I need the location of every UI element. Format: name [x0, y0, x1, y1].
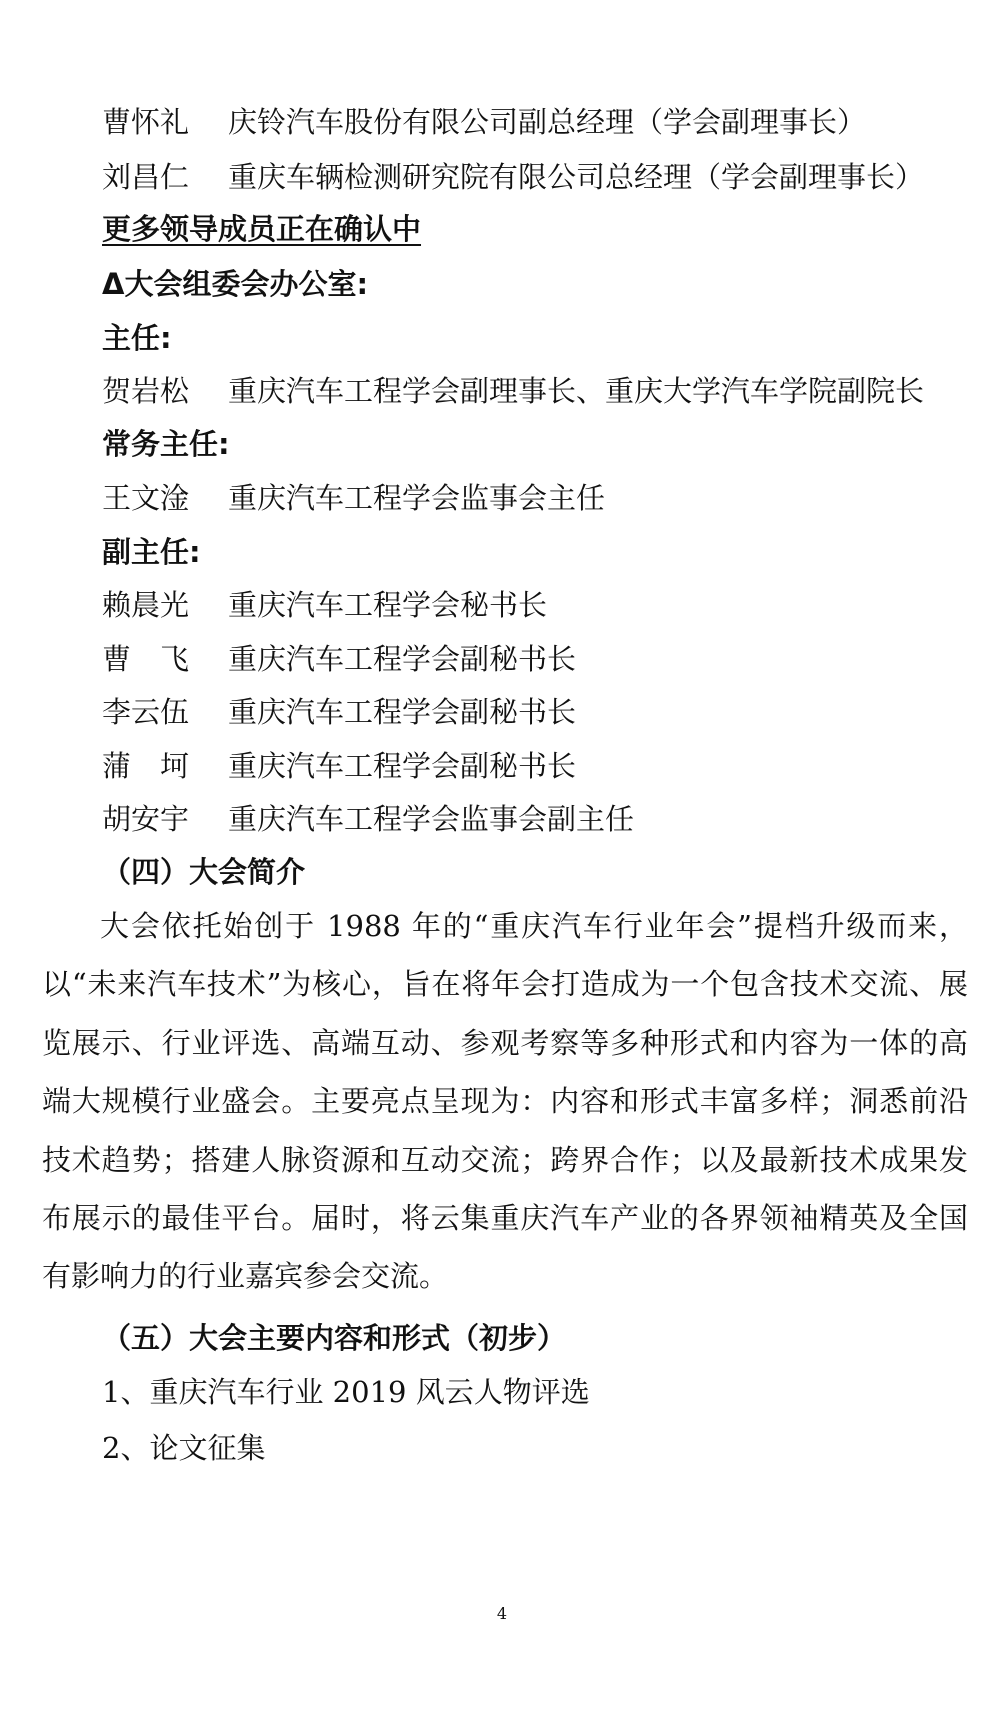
leader-title: 庆铃汽车股份有限公司副总经理（学会副理事长）: [228, 105, 867, 139]
leader-row: [102, 157, 924, 197]
exec-director-label: 常务主任:: [102, 427, 230, 461]
leader-title: 重庆车辆检测研究院有限公司总经理（学会副理事长）: [228, 160, 925, 194]
deputy-title: 重庆汽车工程学会监事会副主任: [228, 802, 635, 836]
leader-row: [102, 102, 866, 142]
exec-director-row: [102, 478, 605, 518]
section5-heading: （五）大会主要内容和形式（初步）: [102, 1321, 567, 1355]
leader-name: 刘昌仁: [102, 160, 190, 194]
page-number: 4: [496, 1604, 508, 1623]
office-heading: Δ大会组委会办公室:: [102, 267, 369, 301]
deputy-row: [102, 639, 576, 679]
deputy-title: 重庆汽车工程学会副秘书长: [228, 695, 577, 729]
exec-director-name: 王文淦: [102, 481, 190, 515]
deputy-label: 副主任:: [102, 535, 201, 569]
section4-paragraph: 大会依托始创于 1988 年的“重庆汽车行业年会”提档升级而来，以“未来汽车技术”为核心，旨在将年会打造成为一个包含技术交流、展览展示、行业评选、高端互动、参观考察等多种形式和内容为一体的高端大规模行业盛会。主要亮点呈现为：内容和形式丰富多样；洞悉前沿技术趋势；搭建人脉资源和互动交流；跨界合作；以及最新技术成果发布展示的最佳平台。届时，将云集重庆汽车产业的各界领袖精英及全国有影响力的行业嘉宾参会交流。: [42, 909, 968, 1294]
director-label: 主任:: [102, 321, 172, 355]
section4-heading: （四）大会简介: [102, 855, 306, 889]
section5-item: 2、论文征集: [102, 1431, 266, 1465]
deputy-title: 重庆汽车工程学会副秘书长: [228, 749, 577, 783]
leader-name: 曹怀礼: [102, 105, 190, 139]
deputy-name: 胡安宇: [102, 802, 190, 836]
exec-director-title: 重庆汽车工程学会监事会主任: [228, 481, 606, 515]
deputy-name: 赖晨光: [102, 588, 190, 622]
more-leaders-note: 更多领导成员正在确认中: [102, 212, 422, 246]
director-row: [102, 371, 924, 411]
deputy-name: 曹 飞: [102, 642, 190, 676]
deputy-name: 李云伍: [102, 695, 190, 729]
deputy-name: 蒲 坷: [102, 749, 190, 783]
director-name: 贺岩松: [102, 374, 190, 408]
director-title: 重庆汽车工程学会副理事长、重庆大学汽车学院副院长: [228, 374, 925, 408]
deputy-title: 重庆汽车工程学会副秘书长: [228, 642, 577, 676]
deputy-row: [102, 746, 576, 786]
deputy-row: [102, 692, 576, 732]
deputy-title: 重庆汽车工程学会秘书长: [228, 588, 548, 622]
deputy-row: [102, 799, 634, 839]
deputy-row: [102, 585, 547, 625]
section5-item: 1、重庆汽车行业 2019 风云人物评选: [102, 1375, 590, 1409]
